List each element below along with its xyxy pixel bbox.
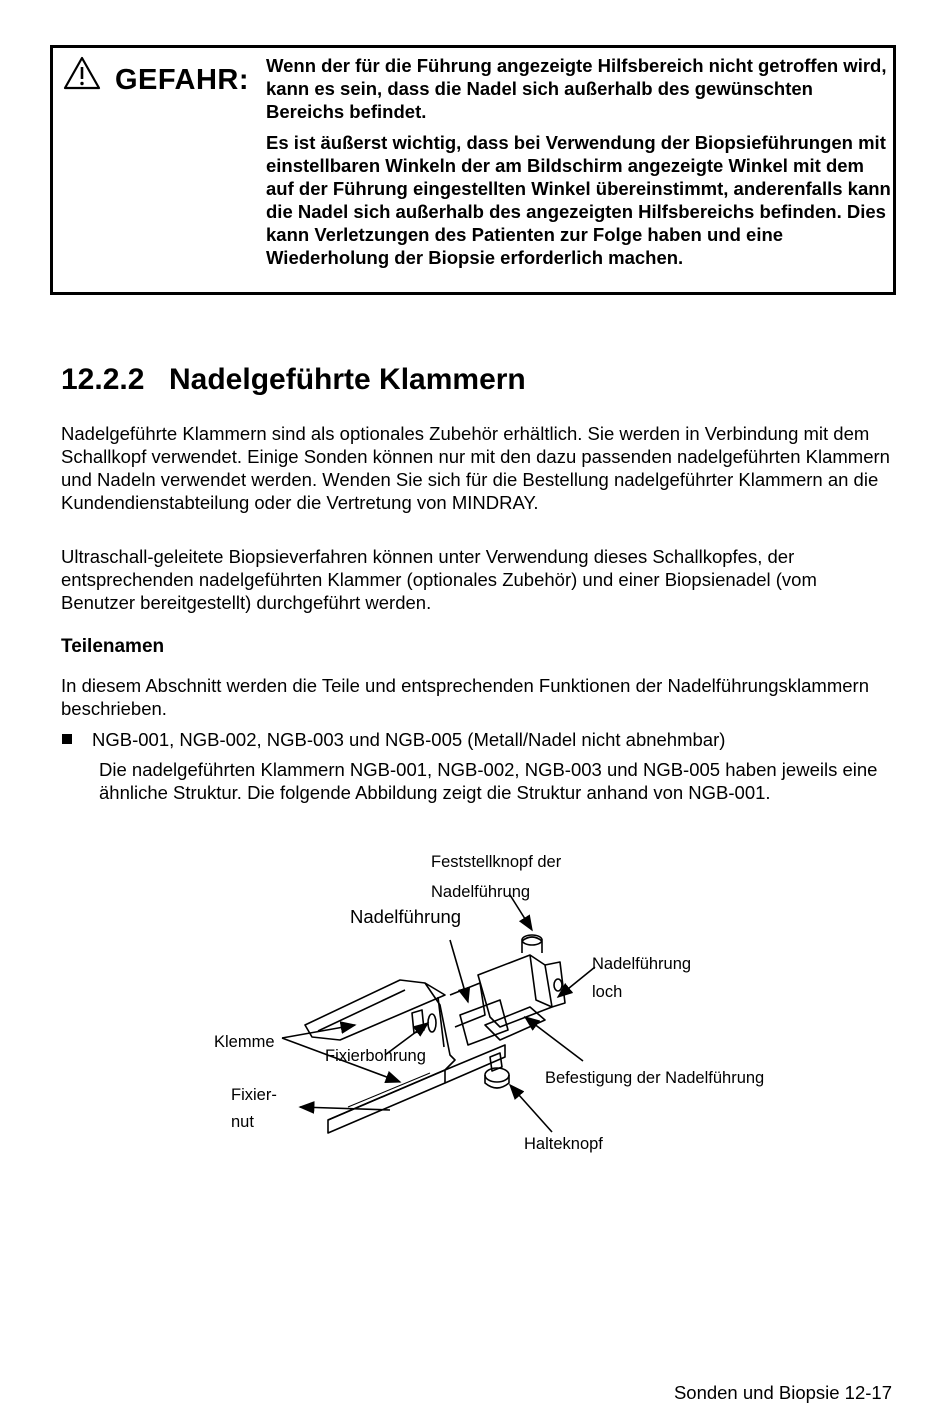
section-title-text: Nadelgeführte Klammern — [169, 363, 526, 396]
label-needle-guide: Nadelführung — [350, 906, 462, 927]
bullet-item — [62, 728, 725, 751]
label-guide-mount: Befestigung der Nadelführung — [545, 1069, 765, 1087]
bullet-description: Die nadelgeführten Klammern NGB-001, NGB-002, NGB-003 und NGB-005 haben jeweils eine ähnliche Struktur. Die folgende Abbildung zeigt die Struktur anhand von NGB-001. — [99, 759, 878, 803]
label-clamp: Klemme — [214, 1033, 275, 1051]
danger-text — [266, 54, 896, 277]
label-fix-hole: Fixierbohrung — [325, 1047, 426, 1065]
parts-intro: In diesem Abschnitt werden die Teile und entsprechenden Funktionen der Nadelführungsklammern beschrieben. — [61, 675, 869, 719]
danger-label: GEFAHR: — [115, 64, 249, 96]
label-holding-knob: Halteknopf — [524, 1135, 603, 1153]
page-footer: Sonden und Biopsie 12-17 — [673, 1382, 892, 1403]
section-number: 12.2.2 — [61, 363, 145, 396]
bullet-text: NGB-001, NGB-002, NGB-003 und NGB-005 (Metall/Nadel nicht abnehmbar) — [92, 729, 726, 750]
danger-box — [50, 45, 896, 295]
intro-paragraph: Nadelgeführte Klammern sind als optionales Zubehör erhältlich. Sie werden in Verbindung mit dem Schallkopf verwendet. Einige Sonden können nur mit den dazu passenden nadelgeführten Klammern und Nadeln verwendet werden. Wenden Sie sich für die Bestellung nadelgeführter Klammern an die Kundendienstabteilung oder die Vertretung von MINDRAY. — [61, 423, 890, 513]
label-guide-knob-2: Nadelführung — [431, 883, 531, 901]
needle-guide-figure — [200, 845, 800, 1165]
parts-heading: Teilenamen — [61, 636, 165, 657]
label-fix-groove-1: Fixier- — [231, 1086, 277, 1104]
label-fix-groove-2: nut — [231, 1113, 254, 1131]
label-guide-knob-1: Feststellknopf der — [431, 853, 562, 871]
danger-paragraph-1: Wenn der für die Führung angezeigte Hilfsbereich nicht getroffen wird, kann es sein, dass die Nadel sich außerhalb des gewünschten Bereichs befindet. — [266, 55, 887, 122]
danger-paragraph-2: Es ist äußerst wichtig, dass bei Verwendung der Biopsieführungen mit einstellbaren Winkeln der am Bildschirm angezeigte Winkel mit dem auf der Führung eingestellten Winkel übereinstimmt, anderenfalls kann die Nadel sich außerhalb des angezeigten Hilfsbereichs befinden. Dies kann Verletzungen des Patienten zur Folge haben und eine Wiederholung der Biopsie erforderlich machen. — [266, 132, 891, 268]
section-title — [61, 363, 526, 397]
bullet-square-icon — [62, 734, 72, 744]
label-guide-hole-1: Nadelführung — [592, 955, 692, 973]
procedure-paragraph: Ultraschall-geleitete Biopsieverfahren können unter Verwendung dieses Schallkopfes, der entsprechenden nadelgeführten Klammer (optionales Zubehör) und einer Biopsienadel (vom Benutzer bereitgestellt) durchgeführt werden. — [61, 546, 817, 613]
label-guide-hole-2: loch — [592, 983, 623, 1001]
warning-triangle-icon — [63, 56, 101, 90]
